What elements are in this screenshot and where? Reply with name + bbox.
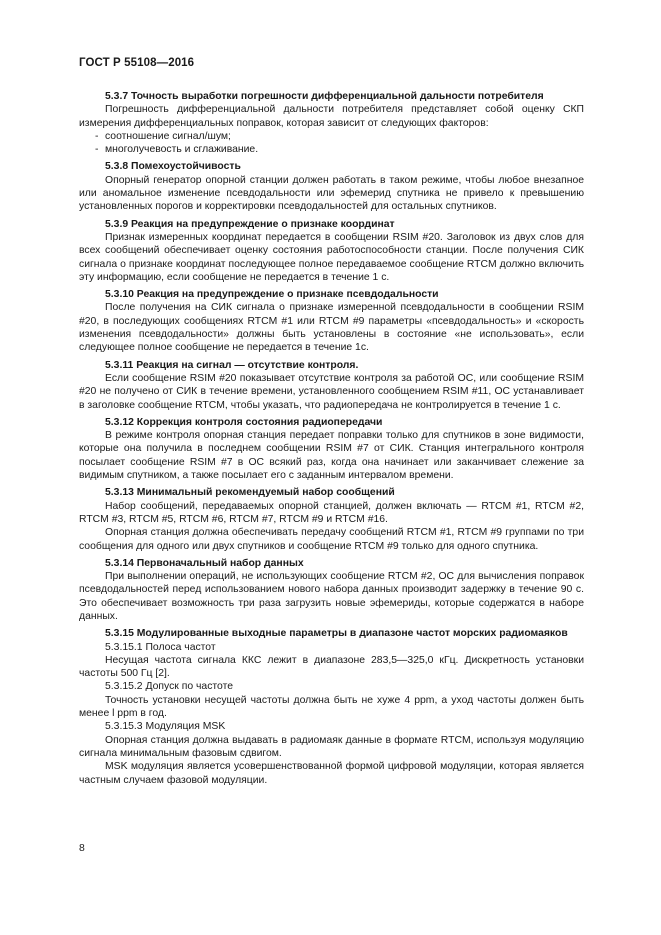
- section-heading: 5.3.12 Коррекция контроля состояния радиопередачи: [105, 416, 383, 428]
- section-5-3-7: [79, 90, 584, 156]
- list-item: - соотношение сигнал/шум;: [95, 130, 231, 142]
- subsection-title: 5.3.15.1 Полоса частот: [105, 641, 216, 653]
- paragraph: Погрешность дифференциальной дальности потребителя представляет собой оценку СКП измерения дифференциальных поправок, которая зависит от следующих факторов:: [79, 104, 584, 129]
- section-5-3-10: [79, 288, 584, 354]
- page-number: 8: [79, 843, 85, 854]
- paragraph: Если сообщение RSIM #20 показывает отсутствие контроля за работой ОС, или сообщение RSIM #20 не получено от СИК в течение времени, установленного сообщением RSIM #11, ОС устанавливает в заголовке сообщение RTCM, чтобы указать, что радиопередача не контролируется в течение 1 с.: [79, 372, 584, 411]
- document-body: [79, 90, 584, 787]
- paragraph: Опорный генератор опорной станции должен работать в таком режиме, чтобы любое внезапное или аномальное изменение псевдодальности или эфемерид спутника не привело к превышению установленных порогов и корректировки псевдодальностей для остальных спутников.: [79, 174, 584, 213]
- paragraph: В режиме контроля опорная станция передает поправки только для спутников в зоне видимости, которые она получила в последнем сообщении RSIM #7 от СИК. Станция интегрального контроля посылает сообщение RSIM #7 в ОС всякий раз, когда она начинает или заканчивает слежение за видимым спутником, а также посылает его с заданным интервалом времени.: [79, 430, 584, 482]
- section-5-3-8: [79, 160, 584, 213]
- section-5-3-13: [79, 486, 584, 552]
- paragraph: Опорная станция должна обеспечивать передачу сообщений RTCM #1, RTCM #9 группами по три сообщения для одного или двух спутников и сообщение RTCM #9 только для одного спутника.: [79, 527, 584, 552]
- paragraph: При выполнении операций, не использующих сообщение RTCM #2, ОС для вычисления поправок псевдодальностей перед использованием нового набора данных производит задержку в течение 90 с. Это обеспечивает возможность три раза загрузить новые эфемериды, которые содержатся в наборе данных.: [79, 571, 584, 622]
- section-5-3-15: [79, 627, 584, 787]
- document-header: ГОСТ Р 55108—2016: [79, 57, 195, 69]
- section-heading: 5.3.13 Минимальный рекомендуемый набор сообщений: [105, 487, 395, 499]
- section-heading: 5.3.11 Реакция на сигнал — отсутствие контроля.: [105, 359, 359, 371]
- section-heading: 5.3.15 Модулированные выходные параметры в диапазоне частот морских радиомаяков: [105, 628, 568, 640]
- section-5-3-12: [79, 416, 584, 482]
- list-item: - многолучевость и сглаживание.: [95, 144, 259, 156]
- section-5-3-14: [79, 557, 584, 623]
- subsection-title: 5.3.15.2 Допуск по частоте: [105, 681, 234, 693]
- section-5-3-11: [79, 359, 584, 412]
- paragraph: Опорная станция должна выдавать в радиомаяк данные в формате RTCM, используя модуляцию сигнала минимальным фазовым сдвигом.: [79, 734, 584, 759]
- section-heading: 5.3.7 Точность выработки погрешности дифференциальной дальности потребителя: [105, 91, 544, 102]
- section-heading: 5.3.10 Реакция на предупреждение о признаке псевдодальности: [105, 289, 439, 301]
- paragraph: После получения на СИК сигнала о признаке измеренной псевдодальности в сообщении RSIM #20, в последующих сообщениях RTCM #1 или RTCM #9 параметры «псевдодальность» и «скорость изменения псевдодальности» должны быть установлены в состояние «не использовать», если следующее полное сообщение не передается в течение 1с.: [79, 302, 584, 354]
- section-5-3-9: [79, 218, 584, 284]
- section-heading: 5.3.14 Первоначальный набор данных: [105, 557, 304, 569]
- subsection-title: 5.3.15.3 Модуляция MSK: [105, 721, 226, 733]
- paragraph: Набор сообщений, передаваемых опорной станцией, должен включать — RTCM #1, RTCM #2, RTCM #3, RTCM #5, RTCM #6, RTCM #7, RTCM #9 и RTCM #16.: [79, 500, 584, 525]
- paragraph: Несущая частота сигнала ККС лежит в диапазоне 283,5—325,0 кГц. Дискретность установки частоты 500 Гц [2].: [79, 654, 584, 680]
- section-heading: 5.3.8 Помехоустойчивость: [105, 161, 241, 173]
- paragraph: Точность установки несущей частоты должна быть не хуже 4 ppm, а уход частоты должен быть менее l ppm в год.: [79, 694, 584, 720]
- section-heading: 5.3.9 Реакция на предупреждение о признаке координат: [105, 218, 395, 230]
- paragraph: MSK модуляция является усовершенствованной формой цифровой модуляции, которая является частным случаем фазовой модуляции.: [79, 761, 584, 786]
- paragraph: Признак измеренных координат передается в сообщении RSIM #20. Заголовок из двух слов для всех сообщений обеспечивает оценку состояния работоспособности станции. После получения СИК сигнала о признаке координат последующее полное передаваемое сообщение RTCM должно включить эту информацию, если сообщение не передается в течение 1 с.: [79, 231, 584, 283]
